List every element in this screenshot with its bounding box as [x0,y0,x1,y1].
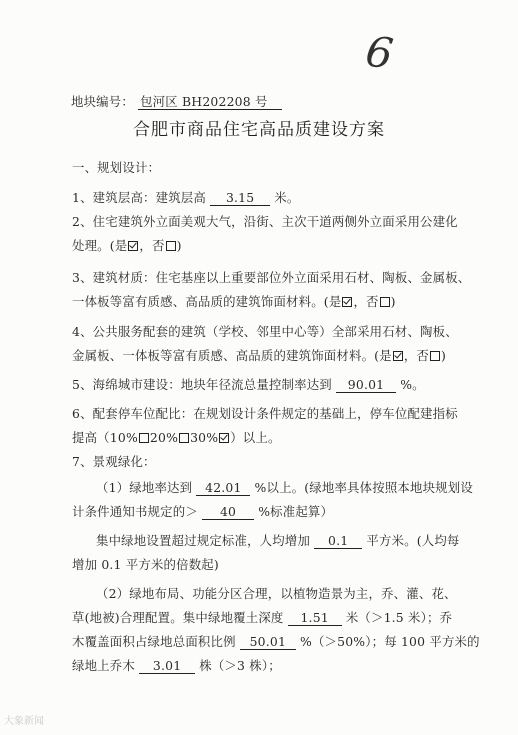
checkbox-empty-icon [139,433,149,443]
item6-line2 [72,428,281,446]
item-sponge-city [72,375,425,393]
item2-end: ) [176,238,182,253]
per-capita-increase-value: 0.1 [314,534,362,549]
checkbox-checked-icon [128,241,138,251]
green3-line3-suffix: %（＞50%）；每 100 平方米的 [299,634,480,649]
trees-per-100sqm-value: 3.01 [139,659,195,674]
green3-line4-prefix: 绿地上乔木 [72,658,135,673]
green-rate-line1 [96,478,473,496]
item6-opt2: 20% [149,430,179,445]
item6-line1: 6、配套停车位配比：在规划设计条件规定的基础上，停车位配建指标 [72,406,458,421]
green-layout-line2 [72,608,452,626]
plot-number-value: 包河区 BH202208 号 [138,95,282,110]
checkbox-empty-icon [166,241,176,251]
section-heading: 一、规划设计： [72,160,161,175]
checkbox-empty-icon [380,297,390,307]
handwritten-page-number: 6 [362,26,397,79]
green2-prefix: 集中绿地设置超过规定标准，人均增加 [96,533,311,548]
item6-prefix: 提高（10% [72,430,138,445]
item4-prefix: 金属板、一体板等富有质感、高品质的建筑饰面材料。(是 [72,348,392,363]
document-title: 合肥市商品住宅高品质建设方案 [133,120,385,140]
green3-line2-suffix: 米（＞1.5 米）；乔 [345,610,453,625]
item4-line1: 4、公共服务配套的建筑（学校、邻里中心等）全部采用石材、陶板、 [72,324,458,339]
item3-prefix: 一体板等富有质感、高品质的建筑饰面材料。(是 [72,294,342,309]
floor-height-value: 3.15 [210,191,270,206]
item-floor-height [72,188,299,206]
item2-prefix: 处理。(是 [72,238,128,253]
item5-text: 5、海绵城市建设：地块年径流总量控制率达到 [72,377,332,392]
checkbox-checked-icon [393,351,403,361]
item3-sep: ，否 [353,294,379,309]
green-layout-line3 [72,632,480,650]
green1-suffix: %以上。(绿地率具体按照本地块规划设 [254,480,473,495]
item7-heading: 7、景观绿化： [72,454,156,469]
item2-sep: ，否 [139,238,165,253]
green-rate-line2 [72,502,333,520]
checkbox-checked-icon [219,433,229,443]
green2-suffix: 平方米。(人均每 [366,533,460,548]
item4-end: ) [441,348,447,363]
item4-sep: ，否 [403,348,429,363]
central-green-line1 [96,531,460,549]
item3-line2 [72,292,396,310]
item3-line1: 3、建筑材质：住宅基座以上重要部位外立面采用石材、陶板、金属板、 [72,270,471,285]
green1-line2-prefix: 计条件通知书规定的＞ [72,504,198,519]
green-standard-value: 40 [202,505,254,520]
green3-line2-prefix: 草(地被)合理配置。集中绿地覆土深度 [72,610,284,625]
soil-depth-value: 1.51 [288,611,342,626]
item4-line2 [72,346,446,364]
checkbox-empty-icon [179,433,189,443]
tree-coverage-value: 50.01 [240,635,296,650]
green3-line3-prefix: 木覆盖面积占绿地总面积比例 [72,634,236,649]
item6-end: ）以上。 [230,430,281,445]
item2-line1: 2、住宅建筑外立面美观大气，沿街、主次干道两侧外立面采用公建化 [72,214,458,229]
plot-number-label: 地块编号： [71,94,134,109]
item1-text: 1、建筑层高：建筑层高 [72,190,206,205]
watermark-logo: 大象新闻 [4,716,44,727]
checkbox-empty-icon [430,351,440,361]
green-rate-value: 42.01 [196,481,250,496]
green-layout-line1: （2）绿地布局、功能分区合理，以植物造景为主，乔、灌、花、 [96,586,457,601]
item6-opt3: 30% [190,430,219,445]
item5-suffix: %。 [400,377,425,392]
item3-end: ) [390,294,396,309]
item2-line2 [72,236,182,254]
central-green-line2: 增加 0.1 平方米的倍数起) [72,557,219,572]
runoff-control-value: 90.01 [336,378,396,393]
green1-prefix: （1）绿地率达到 [96,480,193,495]
green-layout-line4 [72,656,281,674]
item1-suffix: 米。 [274,190,300,205]
checkbox-checked-icon [342,297,352,307]
plot-number-line [71,92,282,110]
green1-line2-suffix: %标准起算） [258,504,334,519]
green3-line4-suffix: 株（＞3 株）； [199,658,281,673]
